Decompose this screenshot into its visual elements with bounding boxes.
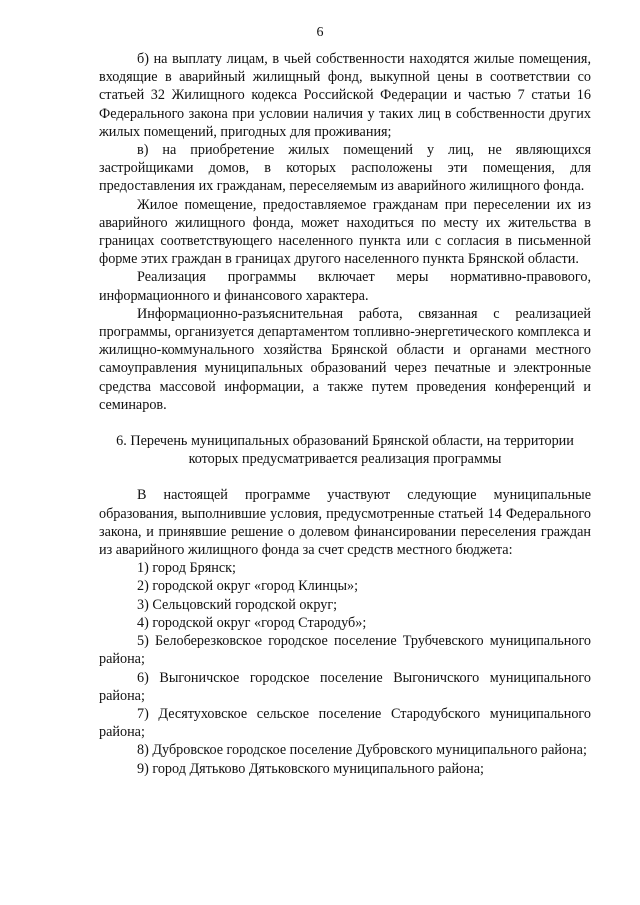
paragraph-intro: В настоящей программе участвуют следующие муниципальные образования, выполнившие условия, предусмотренные статьей 14 Федерального закона, и принявшие решение о долевом финансировании переселения граждан из аварийного жилищного фонда за счет средств местного бюджета: bbox=[99, 487, 591, 559]
list-item: 7) Десятуховское сельское поселение Стародубского муниципального района; bbox=[99, 705, 591, 741]
page-number: 6 bbox=[316, 25, 324, 40]
paragraph-v: в) на приобретение жилых помещений у лиц, не являющихся застройщиками домов, в которых расположены эти помещения, для предоставления их гражданам, переселяемым из аварийного жилищного фонда. bbox=[99, 142, 591, 195]
list-item: 9) город Дятьково Дятьковского муниципального района; bbox=[137, 760, 484, 777]
paragraph-b: б) на выплату лицам, в чьей собственности находятся жилые помещения, входящие в аварийный жилищный фонд, выкупной цены в соответствии со статьей 32 Жилищного кодекса Российской Федерации и частью 7 статьи 16 Федерального закона при условии наличия у таких лиц в собственности других жилых помещений, пригодных для проживания; bbox=[99, 51, 591, 140]
section-heading-line-2: которых предусматривается реализация программы bbox=[188, 451, 502, 468]
list-item: 8) Дубровское городское поселение Дубровского муниципального района; bbox=[137, 742, 587, 759]
list-item: 3) Сельцовский городской округ; bbox=[137, 596, 338, 613]
list-item: 2) городской округ «город Клинцы»; bbox=[137, 578, 359, 595]
municipalities-list bbox=[99, 559, 591, 777]
list-item: 1) город Брянск; bbox=[137, 560, 236, 577]
list-item: 6) Выгоничское городское поселение Выгоничского муниципального района; bbox=[99, 669, 591, 704]
paragraph-housing-location: Жилое помещение, предоставляемое гражданам при переселении их из аварийного жилищного фонда, может находиться по месту их жительства в границах соответствующего населенного пункта или с согласия в письменной форме этих граждан в границах другого населенного пункта Брянской области. bbox=[99, 196, 591, 268]
section-heading-line-1: 6. Перечень муниципальных образований Брянской области, на территории bbox=[116, 433, 574, 450]
paragraph-program-measures: Реализация программы включает меры нормативно-правового, информационного и финансового характера. bbox=[99, 269, 591, 304]
list-item: 5) Белоберезковское городское поселение Трубчевского муниципального района; bbox=[99, 633, 591, 668]
list-item: 4) городской округ «город Стародуб»; bbox=[137, 614, 367, 631]
section-heading bbox=[99, 432, 591, 468]
paragraph-information-work: Информационно-разъяснительная работа, связанная с реализацией программы, организуется департаментом топливно-энергетического комплекса и жилищно-коммунального хозяйства Брянской области и органами местного самоуправления муниципальных образований через печатные и электронные средства массовой информации, а также путем проведения конференций и семинаров. bbox=[99, 305, 591, 413]
document-body bbox=[99, 50, 591, 778]
